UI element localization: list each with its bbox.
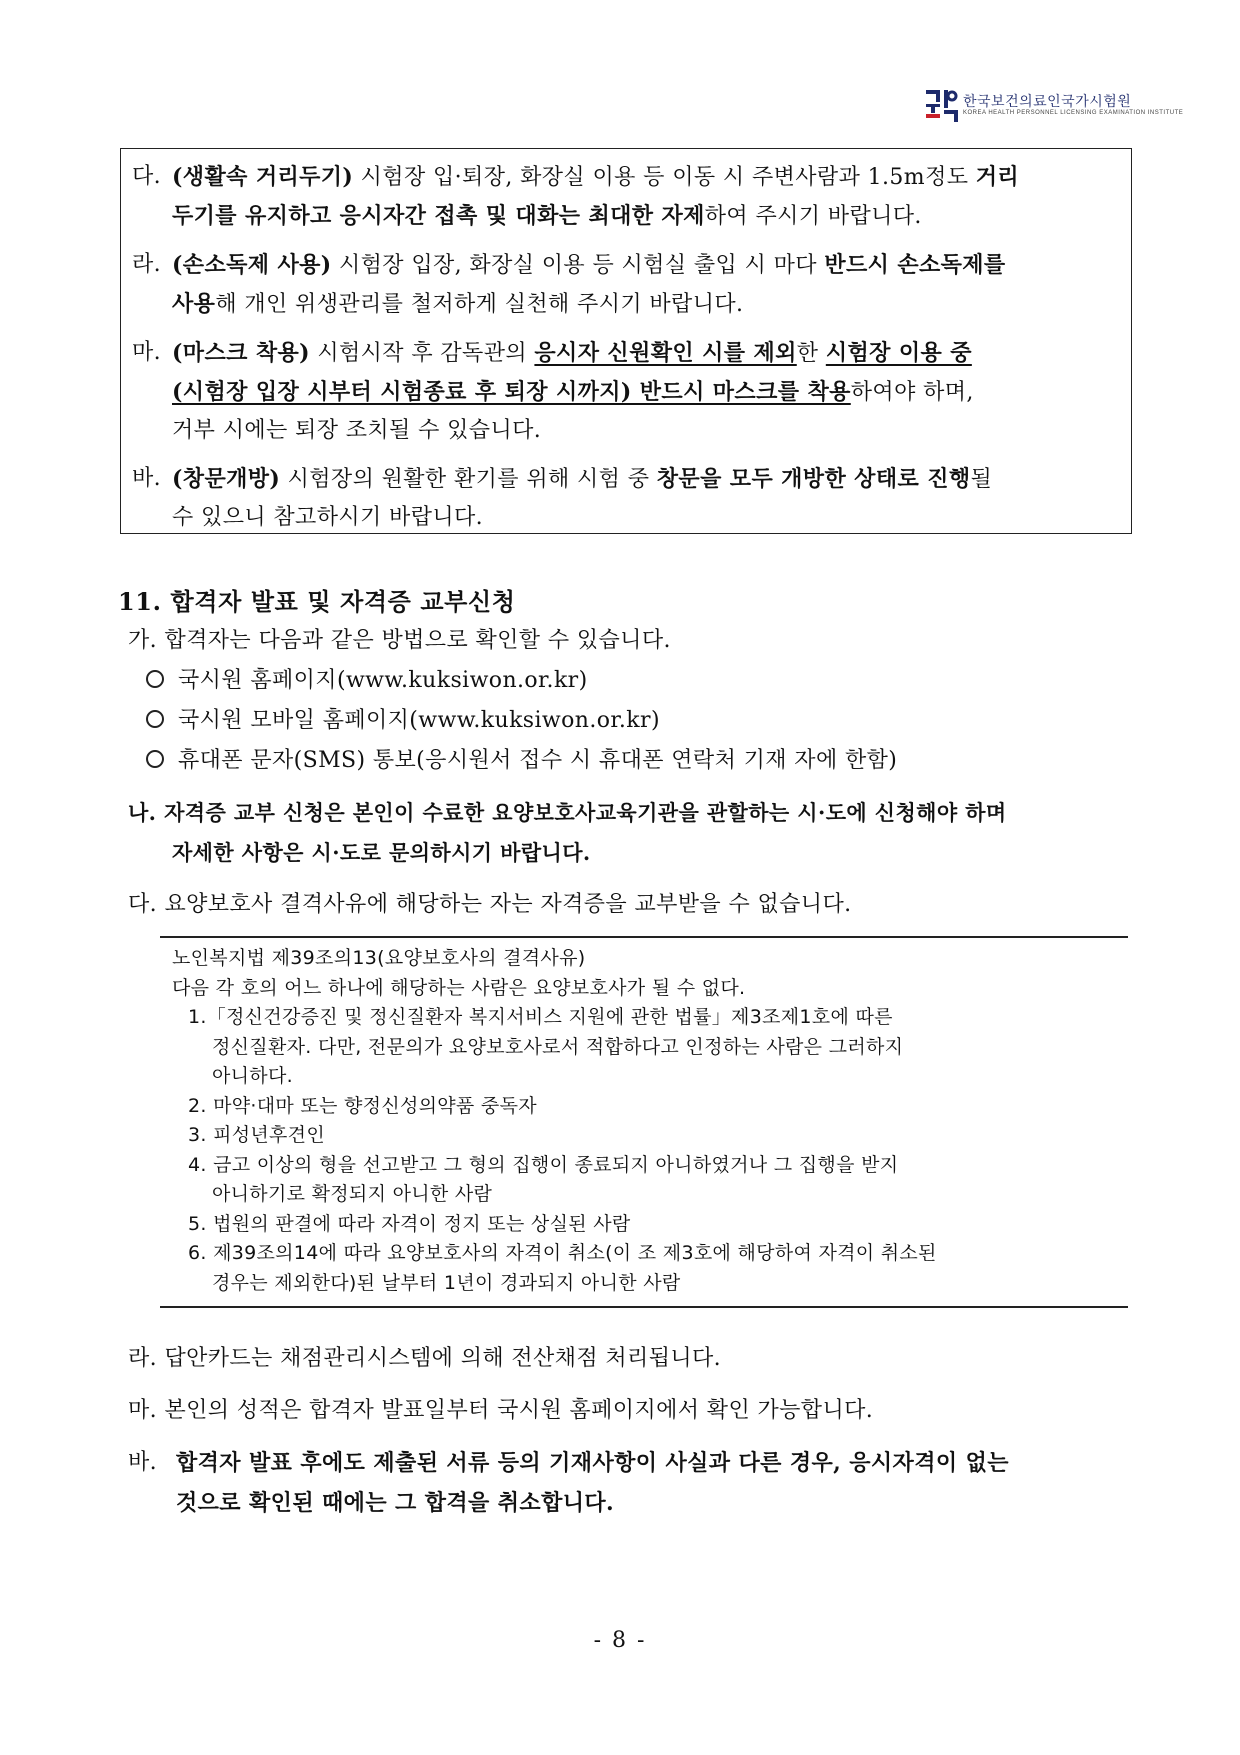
item-ba-marker: 바.: [128, 1450, 158, 1475]
text-run: 될: [970, 467, 993, 492]
bullet-homepage: [146, 662, 588, 700]
text-run: 두기를 유지하고 응시자간 접촉 및 대화는 최대한 자제: [172, 203, 705, 229]
org-logo-icon: [925, 88, 959, 124]
text-run: (창문개방): [172, 466, 281, 492]
law-line: 경우는 제외한다)된 날부터 1년이 경과되지 아니한 사람: [212, 1271, 681, 1294]
section-title: 11. 합격자 발표 및 자격증 교부신청: [118, 587, 516, 616]
circle-bullet-icon: [146, 750, 164, 768]
bullet-text: 국시원 모바일 홈페이지(www.kuksiwon.or.kr): [178, 708, 660, 733]
notice-item-line1: [172, 460, 1172, 499]
notice-item-line2: [172, 197, 1172, 236]
notice-item-marker: 다.: [132, 164, 162, 189]
law-line: 노인복지법 제39조의13(요양보호사의 결격사유): [172, 947, 586, 969]
law-line: 4. 금고 이상의 형을 선고받고 그 형의 집행이 종료되지 아니하였거나 그 집행을 받지: [188, 1153, 899, 1176]
text-run: 시험장 이용 중: [825, 340, 972, 366]
notice-item-line1: [172, 246, 1172, 285]
circle-bullet-icon: [146, 670, 164, 688]
law-line: 6. 제39조의14에 따라 요양보호사의 자격이 취소(이 조 제3호에 해당하여 자격이 취소된: [188, 1242, 937, 1264]
text-run: 시험시작 후 감독관의: [309, 341, 535, 366]
law-line: 3. 피성년후견인: [188, 1124, 325, 1146]
text-run: (생활속 거리두기): [172, 164, 354, 190]
law-line: 다음 각 호의 어느 하나에 해당하는 사람은 요양보호사가 될 수 없다.: [172, 976, 746, 999]
text-run: 하여야 하며,: [850, 380, 974, 405]
text-run: 거리: [975, 164, 1020, 190]
law-line: 아니하기로 확정되지 아니한 사람: [212, 1183, 493, 1205]
bullet-mobile-homepage: [146, 702, 660, 740]
text-run: (손소독제 사용): [172, 252, 332, 278]
text-run: 하여 주시기 바랍니다.: [704, 204, 922, 229]
org-name: 한국보건의료인국가시험원: [963, 94, 1132, 110]
item-ga: 가. 합격자는 다음과 같은 방법으로 확인할 수 있습니다.: [128, 628, 671, 653]
bullet-sms: [146, 742, 897, 780]
notice-item-line2: [172, 373, 1172, 412]
item-ra: 라. 답안카드는 채점관리시스템에 의해 전산채점 처리됩니다.: [128, 1346, 722, 1371]
notice-item-line2: [172, 285, 1172, 324]
notice-item-line3: [172, 412, 1172, 450]
notice-item-line2: [172, 499, 1172, 537]
law-line: 아니하다.: [212, 1065, 293, 1087]
text-run: 수 있으니 참고하시기 바랍니다.: [172, 505, 484, 530]
circle-bullet-icon: [146, 710, 164, 728]
page-number: - 8 -: [593, 1628, 647, 1653]
law-line: 정신질환자. 다만, 전문의가 요양보호사로서 적합하다고 인정하는 사람은 그러하지: [212, 1035, 904, 1058]
org-logo: [925, 88, 1184, 124]
text-run: 창문을 모두 개방한 상태로 진행: [656, 466, 971, 492]
item-ma: 마. 본인의 성적은 합격자 발표일부터 국시원 홈페이지에서 확인 가능합니다.: [128, 1398, 874, 1423]
text-run: 시험장 입·퇴장, 화장실 이용 등 이동 시 주변사람과 1.5m정도: [353, 165, 976, 190]
text-run: 반드시 손소독제를: [824, 252, 1006, 278]
bullet-text: 국시원 홈페이지(www.kuksiwon.or.kr): [178, 668, 588, 693]
bullet-text: 휴대폰 문자(SMS) 통보(응시원서 접수 시 휴대폰 연락처 기재 자에 한함): [178, 748, 898, 773]
text-run: 한: [796, 341, 826, 366]
notice-item-line1: [172, 158, 1172, 197]
notice-item-marker: 바.: [132, 466, 162, 491]
item-ba-line1: 합격자 발표 후에도 제출된 서류 등의 기재사항이 사실과 다른 경우, 응시자격이 없는: [176, 1450, 1009, 1476]
notice-item-line1: [172, 334, 1172, 373]
org-subtitle: KOREA HEALTH PERSONNEL LICENSING EXAMINATION INSTITUTE: [963, 110, 1184, 116]
item-ba-line2: 것으로 확인된 때에는 그 합격을 취소합니다.: [176, 1490, 615, 1516]
text-run: 시험장의 원활한 환기를 위해 시험 중: [280, 467, 657, 492]
text-run: (시험장 입장 시부터 시험종료 후 퇴장 시까지) 반드시 마스크를 착용: [172, 379, 851, 405]
text-run: 시험장 입장, 화장실 이용 등 시험실 출입 시 마다: [331, 253, 825, 278]
text-run: 사용: [172, 291, 216, 317]
law-line: 1.「정신건강증진 및 정신질환자 복지서비스 지원에 관한 법률」제3조제1호에 따른: [188, 1006, 893, 1028]
notice-item-marker: 마.: [132, 340, 162, 365]
text-run: 해 개인 위생관리를 철저하게 실천해 주시기 바랍니다.: [215, 292, 744, 317]
notice-item-marker: 라.: [132, 252, 162, 277]
item-da: 다. 요양보호사 결격사유에 해당하는 자는 자격증을 교부받을 수 없습니다.: [128, 892, 852, 917]
law-line: 2. 마약·대마 또는 향정신성의약품 중독자: [188, 1094, 537, 1117]
text-run: (마스크 착용): [172, 340, 310, 366]
text-run: 응시자 신원확인 시를 제외: [534, 340, 797, 366]
law-line: 5. 법원의 판결에 따라 자격이 정지 또는 상실된 사람: [188, 1212, 631, 1235]
item-na-line2: 자세한 사항은 시·도로 문의하시기 바랍니다.: [172, 840, 591, 865]
text-run: 거부 시에는 퇴장 조치될 수 있습니다.: [172, 418, 542, 443]
item-na-line1: 나. 자격증 교부 신청은 본인이 수료한 요양보호사교육기관을 관할하는 시·도에 신청해야 하며: [128, 800, 1007, 825]
